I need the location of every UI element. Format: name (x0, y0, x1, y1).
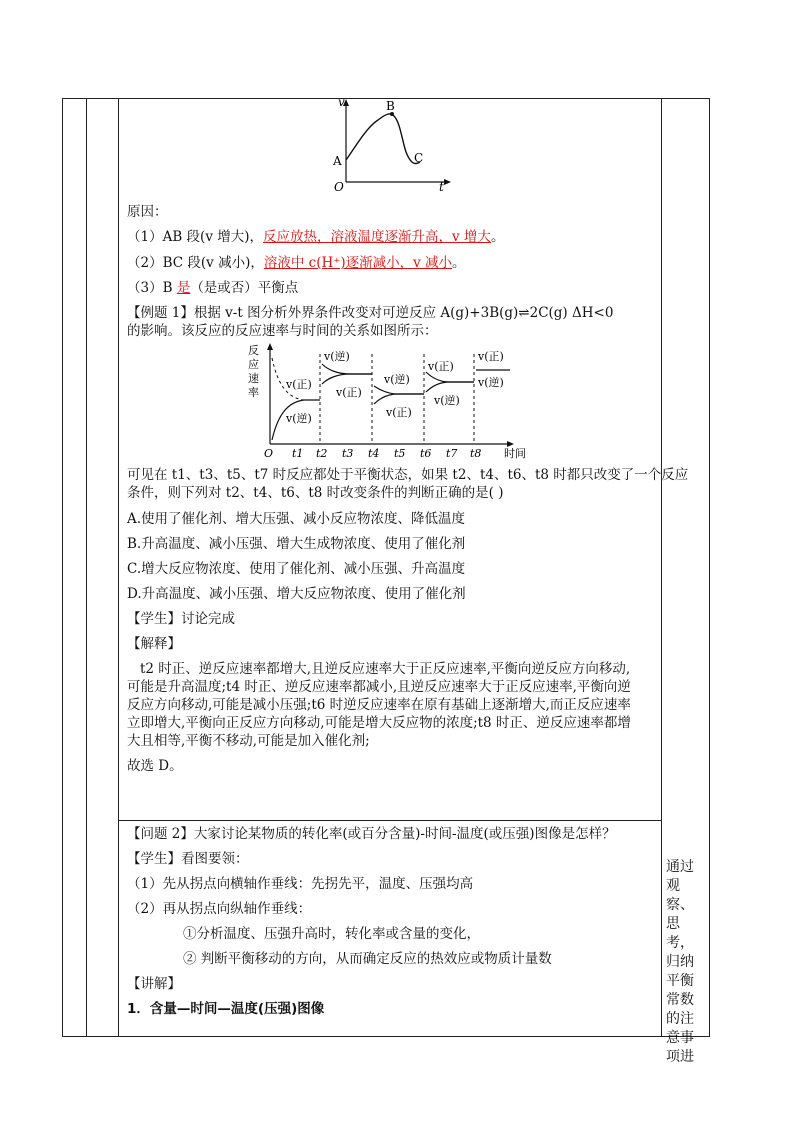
fig2-v-reverse-2 (322, 364, 372, 374)
student-note: 【学生】讨论完成 (127, 611, 235, 627)
fig2-v-reverse-6 (426, 382, 474, 392)
problem2-line1: 【问题 2】大家讨论某物质的转化率(或百分含量)-时间-温度(或压强)图像是怎样？ (127, 826, 616, 842)
explain-line-2: 可能是升高温度;t4 时正、逆反应速率都减小,且逆反应速率大于正反应速率,平衡向逆 (127, 679, 631, 695)
example1-line1: 【例题 1】根据 v-t 图分析外界条件改变对可逆反应 A(g)+3B(g)⇌2C(g) ΔH<0 (127, 305, 614, 321)
side-note-line-7: 平衡 (666, 973, 694, 989)
fig2-tick-t3: t3 (342, 447, 354, 460)
option-a: A.使用了催化剂、增大压强、减小反应物浓度、降低温度 (127, 511, 466, 527)
side-note-line-9: 的注 (666, 1011, 694, 1027)
side-note-line-1: 通过 (666, 859, 694, 875)
fig1-x-label: t (439, 180, 444, 192)
side-note-line-2: 观 (666, 878, 680, 894)
question-line2: 条件，则下列对 t2、t4、t6、t8 时改变条件的判断正确的是( ) (127, 485, 504, 501)
reason-item-1-suffix: 。 (490, 229, 505, 245)
side-note-line-3: 察、 (666, 897, 694, 913)
reason-item-2-prefix: （2）BC 段(v 减小)， (127, 255, 264, 271)
fig2-curve-label-5: v(逆) (384, 373, 410, 386)
fig2-curve-label-8: v(逆) (434, 394, 460, 407)
side-note-line-4: 思 (666, 916, 680, 932)
explain-line-5: 大且相等,平衡不移动,可能是加入催化剂; (127, 733, 370, 749)
option-b: B.升高温度、减小压强、增大生成物浓度、使用了催化剂 (127, 536, 466, 552)
problem2-heading: 1．含量—时间—温度(压强)图像 (127, 1001, 325, 1017)
reason-item-2-answer: 溶液中 c(H⁺)逐渐减小，v 减小 (263, 255, 453, 271)
fig2-curve-label-10: v(逆) (478, 376, 504, 389)
fig2-curve-label-6: v(正) (386, 406, 412, 419)
problem2-step2: （2）再从拐点向纵轴作垂线： (127, 901, 312, 917)
fig2-tick-t7: t7 (446, 447, 458, 460)
side-note-line-10: 意事 (666, 1030, 694, 1046)
fig1-origin-label: O (334, 180, 344, 192)
side-note-line-8: 常数 (666, 992, 694, 1008)
v-t-figure-abc (326, 96, 456, 192)
fig1-point-a: A (333, 154, 342, 168)
fig2-v-forward-6 (426, 372, 474, 382)
explain-line-1: t2 时正、逆反应速率都增大,且逆反应速率大于正反应速率,平衡向逆反应方向移动, (140, 661, 631, 677)
fig2-v-forward-2 (322, 374, 372, 384)
fig2-y-label-char-4: 率 (248, 386, 259, 399)
example1-line2: 的影响。该反应的反应速率与时间的关系如图所示： (127, 323, 438, 339)
fig2-tick-t6: t6 (420, 447, 432, 460)
explain-line-4: 立即增大,平衡向正反应方向移动,可能是增大反应物的浓度;t8 时正、逆反应速率都增 (127, 715, 631, 731)
column-divider-1 (86, 98, 87, 1037)
question-line1: 可见在 t1、t3、t5、t7 时反应都处于平衡状态，如果 t2、t4、t6、t8 时都只改变了一个反应 (127, 467, 689, 483)
fig2-y-label-char-2: 应 (248, 358, 259, 371)
option-d: D.升高温度、减小压强、增大反应物浓度、使用了催化剂 (127, 586, 466, 602)
fig1-y-label: v (338, 96, 345, 109)
fig1-point-c: C (414, 151, 424, 165)
problem2-sub2: ② 判断平衡移动的方向，从而确定反应的热效应或物质计量数 (183, 951, 552, 967)
answer-line: 故选 D。 (127, 758, 183, 774)
fig2-v-reverse-4 (374, 386, 424, 394)
option-c: C.增大反应物浓度、使用了催化剂、减小压强、升高温度 (127, 561, 466, 577)
problem2-sub1: ①分析温度、压强升高时，转化率或含量的变化， (183, 926, 480, 942)
fig2-y-label-char-1: 反 (248, 344, 259, 357)
explain-title: 【解释】 (127, 636, 181, 652)
reason-item-3-prefix: （3）B (127, 280, 177, 296)
fig2-v-forward-4 (374, 394, 424, 404)
fig2-y-label-char-3: 速 (248, 372, 259, 385)
fig1-curve (346, 114, 420, 164)
fig2-curve-label-4: v(正) (336, 386, 362, 399)
fig2-x-label: 时间 (504, 447, 526, 460)
reason-item-2 (127, 255, 466, 271)
reason-item-2-suffix: 。 (452, 255, 466, 271)
fig2-tick-t2: t2 (316, 447, 328, 460)
rate-time-figure (246, 340, 536, 460)
side-note-line-5: 考， (666, 935, 694, 951)
fig2-curve-label-2: v(逆) (286, 412, 312, 425)
fig1-x-arrow (444, 179, 451, 185)
reason-item-3-answer: 是 (176, 280, 191, 296)
problem2-step1: （1）先从拐点向横轴作垂线：先拐先平，温度、压强均高 (127, 876, 474, 892)
side-note (666, 858, 708, 1067)
fig2-curve-label-3: v(逆) (324, 350, 350, 363)
reason-item-3 (127, 280, 298, 296)
column-divider-3 (661, 98, 662, 1037)
reason-item-1-prefix: （1）AB 段(v 增大)， (127, 229, 264, 245)
fig2-y-arrow (267, 343, 273, 350)
fig2-tick-t8: t8 (470, 447, 482, 460)
reason-label: 原因： (127, 204, 168, 220)
fig2-curve-label-1: v(正) (286, 378, 312, 391)
column-divider-2 (118, 98, 119, 1037)
problem2-student-title: 【学生】看图要领： (127, 851, 249, 867)
fig2-tick-t5: t5 (394, 447, 406, 460)
side-note-line-11: 项进 (666, 1049, 694, 1065)
fig2-tick-t4: t4 (368, 447, 380, 460)
row-divider (118, 820, 661, 821)
problem2-lecture: 【讲解】 (127, 976, 181, 992)
fig1-point-b: B (386, 99, 395, 113)
side-note-line-6: 归纳 (666, 954, 694, 970)
reason-item-1-answer: 反应放热，溶液温度逐渐升高，v 增大 (263, 229, 491, 245)
fig2-curve-label-7: v(正) (428, 360, 454, 373)
reason-item-1 (127, 229, 504, 245)
fig2-origin: O (264, 447, 274, 460)
fig2-curve-label-9: v(正) (478, 350, 504, 363)
fig2-tick-t1: t1 (292, 447, 304, 460)
explain-line-3: 反应方向移动,可能是减小压强;t6 时逆反应速率在原有基础上逐渐增大,而正反应速率 (127, 697, 631, 713)
reason-item-3-suffix: （是或否）平衡点 (190, 280, 299, 296)
